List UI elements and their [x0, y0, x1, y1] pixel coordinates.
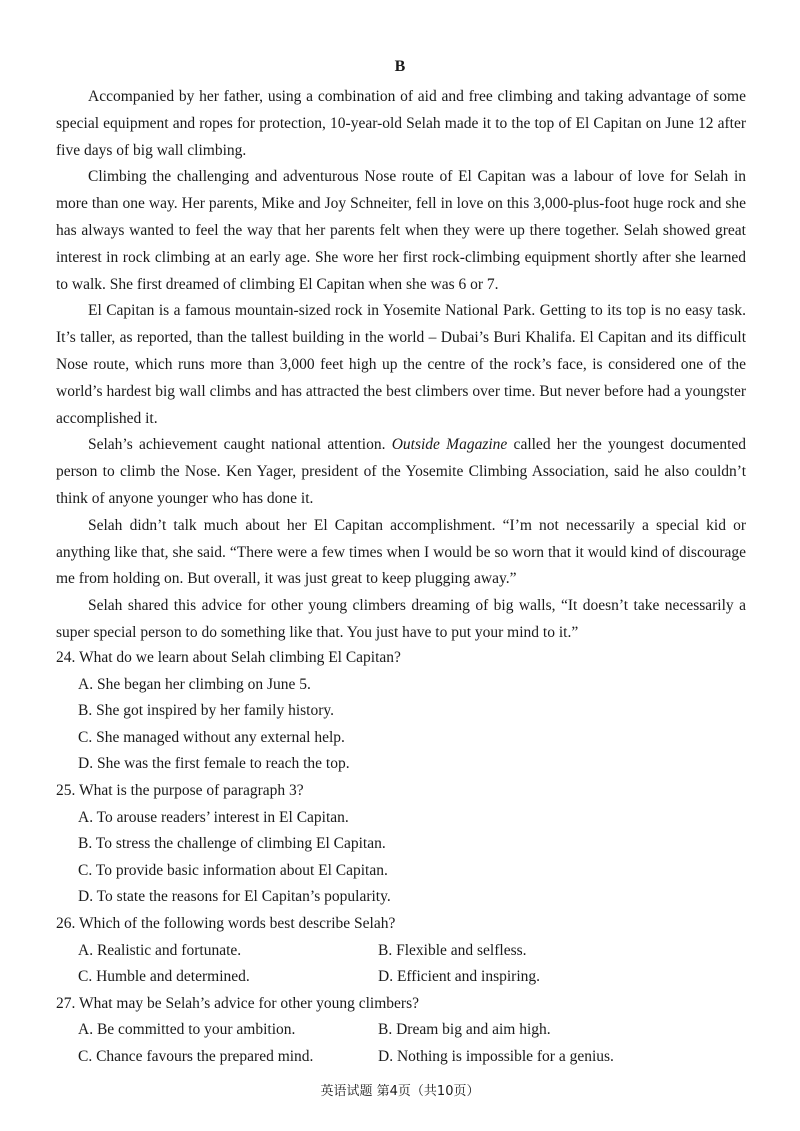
question-stem: 24. What do we learn about Selah climbing El Capitan? — [56, 649, 401, 666]
question-26 — [56, 911, 746, 991]
option-row — [78, 1017, 746, 1044]
option-row — [78, 938, 746, 965]
passage-paragraph-2: Climbing the challenging and adventurous Nose route of El Capitan was a labour of love for Selah in more than one way. Her parents, Mike and Joy Schneiter, fell in love on this 3,000-plus-foot huge rock and she has always wanted to feel the way that her parents felt when they were up there together. Selah showed great interest in rock climbing at an early age. She wore her first rock-climbing equipment shortly after she learned to walk. She first dreamed of climbing El Capitan when she was 6 or 7. — [56, 168, 746, 293]
option-b[interactable]: B. She got inspired by her family history. — [78, 702, 335, 720]
option-c[interactable]: C. Chance favours the prepared mind. — [78, 1047, 314, 1065]
question-stem: 26. Which of the following words best describe Selah? — [56, 914, 396, 932]
option-a[interactable]: A. Be committed to your ambition. — [78, 1021, 296, 1039]
magazine-title: Outside Magazine — [391, 436, 508, 454]
option-b[interactable]: B. Flexible and selfless. — [378, 941, 527, 959]
option-d[interactable]: D. To state the reasons for El Capitan’s popularity. — [78, 888, 391, 906]
passage-paragraph-3: El Capitan is a famous mountain-sized rock in Yosemite National Park. Getting to its top is no easy task. It’s taller, as reported, than the tallest building in the world – Dubai’s Buri Khalifa. El Capitan and its difficult Nose route, which runs more than 3,000 feet high up the centre of the rock’s face, is considered one of the world’s hardest big wall climbs and has attracted the best climbers over time. But never before had a youngster accomplished it. — [56, 302, 746, 427]
passage-paragraph-1: Accompanied by her father, using a combination of aid and free climbing and taking advantage of some special equipment and ropes for protection, 10-year-old Selah made it to the top of El Capitan on June 12 after five days of big wall climbing. — [56, 88, 746, 159]
question-list — [56, 645, 746, 1071]
question-stem: 27. What may be Selah’s advice for other young climbers? — [56, 994, 419, 1012]
option-d[interactable]: D. She was the first female to reach the top. — [78, 755, 350, 773]
option-a[interactable]: A. She began her climbing on June 5. — [78, 675, 311, 693]
option-a[interactable]: A. Realistic and fortunate. — [78, 941, 242, 959]
option-d[interactable]: D. Nothing is impossible for a genius. — [378, 1047, 614, 1065]
option-b[interactable]: B. To stress the challenge of climbing El Capitan. — [78, 835, 386, 853]
option-b[interactable]: B. Dream big and aim high. — [378, 1021, 551, 1039]
option-row — [78, 964, 746, 991]
question-stem: 25. What is the purpose of paragraph 3? — [56, 781, 304, 799]
question-24 — [56, 645, 746, 778]
option-d[interactable]: D. Efficient and inspiring. — [378, 968, 541, 986]
reading-passage — [56, 84, 746, 647]
question-25 — [56, 778, 746, 911]
option-row — [78, 1044, 746, 1071]
passage-paragraph-6: Selah shared this advice for other young climbers dreaming of big walls, “It doesn’t take necessarily a super special person to do something like that. You just have to put your mind to it.” — [56, 597, 746, 641]
passage-paragraph-4 — [56, 432, 746, 512]
question-27 — [56, 991, 746, 1071]
paragraph-4-text-start: Selah’s achievement caught national attention. — [88, 436, 392, 454]
page-footer: 英语试题 第4页（共10页） — [320, 1084, 480, 1099]
option-c[interactable]: C. She managed without any external help. — [78, 728, 345, 746]
section-heading: B — [394, 58, 406, 75]
passage-paragraph-5: Selah didn’t talk much about her El Capitan accomplishment. “I’m not necessarily a special kid or anything like that, she said. “There were a few times when I would be so worn that it would kind of discourage me from holding on. But overall, it was just great to keep plugging away.” — [56, 516, 746, 588]
paragraph-4-text-end: called her the youngest documented person to climb the Nose. Ken Yager, president of the Yosemite Climbing Association, said he also couldn’t think of anyone younger who has done it. — [56, 436, 747, 507]
option-c[interactable]: C. Humble and determined. — [78, 968, 250, 986]
option-a[interactable]: A. To arouse readers’ interest in El Capitan. — [78, 808, 349, 826]
option-c[interactable]: C. To provide basic information about El Capitan. — [78, 861, 388, 879]
